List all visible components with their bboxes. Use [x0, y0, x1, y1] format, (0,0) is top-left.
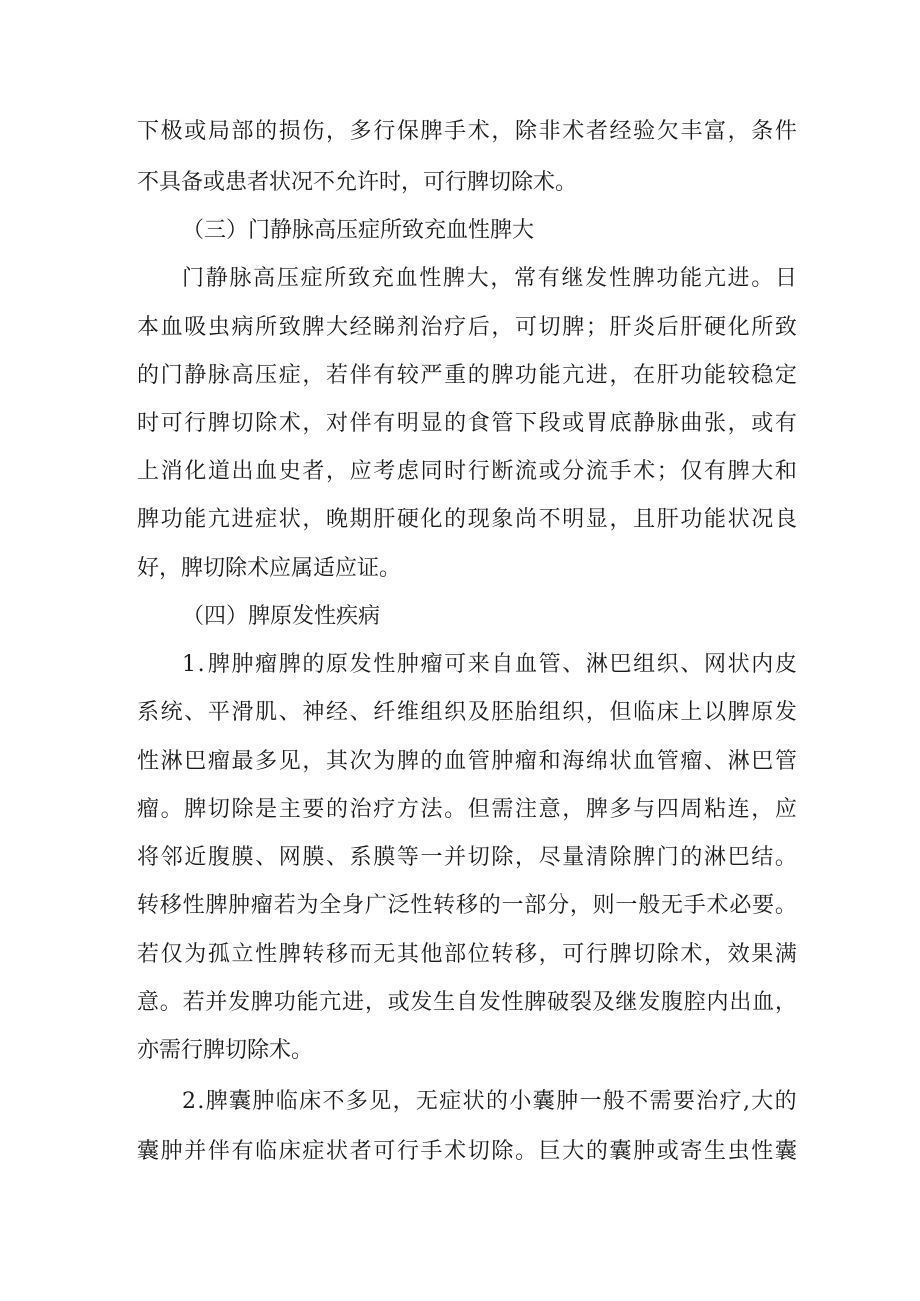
text-line: 门 静 脉 高 压 症 所 致 充 血 性 脾 大 ， 常 有 继 发 性 脾 功 能 亢 进 。 日 [182, 266, 797, 291]
text-line: 意 。 若 并 发 脾 功 能 亢 进 ， 或 发 生 自 发 性 脾 破 裂 及 继 发 腹 腔 内 出 血 ， [137, 990, 797, 1015]
text-line: 若 仅 为 孤 立 性 脾 转 移 而 无 其 他 部 位 转 移 ， 可 行 脾 切 除 术 ， 效 果 满 [137, 942, 797, 967]
text-line: 不具备或患者状况不允许时，可行脾切除术。 [137, 170, 578, 195]
section-heading: （三）门静脉高压症所致充血性脾大 [182, 218, 535, 243]
text-line: 性 淋 巴 瘤 最 多 见 ， 其 次 为 脾 的 血 管 肿 瘤 和 海 绵 状 血 管 瘤 、 淋 巴 管 [137, 749, 797, 774]
text-line: 脾 功 能 亢 进 症 状 ， 晚 期 肝 硬 化 的 现 象 尚 不 明 显 ， 且 肝 功 能 状 况 良 [137, 507, 797, 532]
text-line: 下 极 或 局 部 的 损 伤 ， 多 行 保 脾 手 术 ， 除 非 术 者 经 验 欠 丰 富 ， 条 件 [137, 119, 797, 144]
text-line: 囊 肿 并 伴 有 临 床 症 状 者 可 行 手 术 切 除 。 巨 大 的 囊 肿 或 寄 生 虫 性 囊 [137, 1139, 797, 1164]
text-line: 系 统 、 平 滑 肌 、 神 经 、 纤 维 组 织 及 胚 胎 组 织 ， 但 临 床 上 以 脾 原 发 [137, 700, 797, 725]
text-line: 上 消 化 道 出 血 史 者 ， 应 考 虑 同 时 行 断 流 或 分 流 手 术 ； 仅 有 脾 大 和 [137, 459, 797, 484]
section-heading: （四）脾原发性疾病 [182, 604, 381, 629]
text-line: 的 门 静 脉 高 压 症 ， 若 伴 有 较 严 重 的 脾 功 能 亢 进 ， 在 肝 功 能 较 稳 定 [137, 363, 797, 388]
text-line: 时 可 行 脾 切 除 术 ， 对 伴 有 明 显 的 食 管 下 段 或 胃 底 静 脉 曲 张 ， 或 有 [137, 411, 797, 436]
text-line: 2 . 脾 囊 肿 临 床 不 多 见 ， 无 症 状 的 小 囊 肿 一 般 不 需 要 治 疗 , 大 的 [182, 1089, 797, 1114]
text-line: 将 邻 近 腹 膜 、 网 膜 、 系 膜 等 一 并 切 除 ， 尽 量 清 除 脾 门 的 淋 巴 结 。 [137, 845, 797, 870]
text-line: 转 移 性 脾 肿 瘤 若 为 全 身 广 泛 性 转 移 的 一 部 分 ， 则 一 般 无 手 术 必 要 。 [137, 893, 797, 918]
text-line: 瘤 。 脾 切 除 是 主 要 的 治 疗 方 法 。 但 需 注 意 ， 脾 多 与 四 周 粘 连 ， 应 [137, 797, 797, 822]
text-line: 好，脾切除术应属适应证。 [137, 556, 402, 581]
text-line: 1 . 脾 肿 瘤 脾 的 原 发 性 肿 瘤 可 来 自 血 管 、 淋 巴 组 织 、 网 状 内 皮 [182, 652, 797, 677]
text-line: 亦需行脾切除术。 [137, 1038, 314, 1063]
text-line: 本 血 吸 虫 病 所 致 脾 大 经 睇 剂 治 疗 后 ， 可 切 脾 ； 肝 炎 后 肝 硬 化 所 致 [137, 315, 797, 340]
